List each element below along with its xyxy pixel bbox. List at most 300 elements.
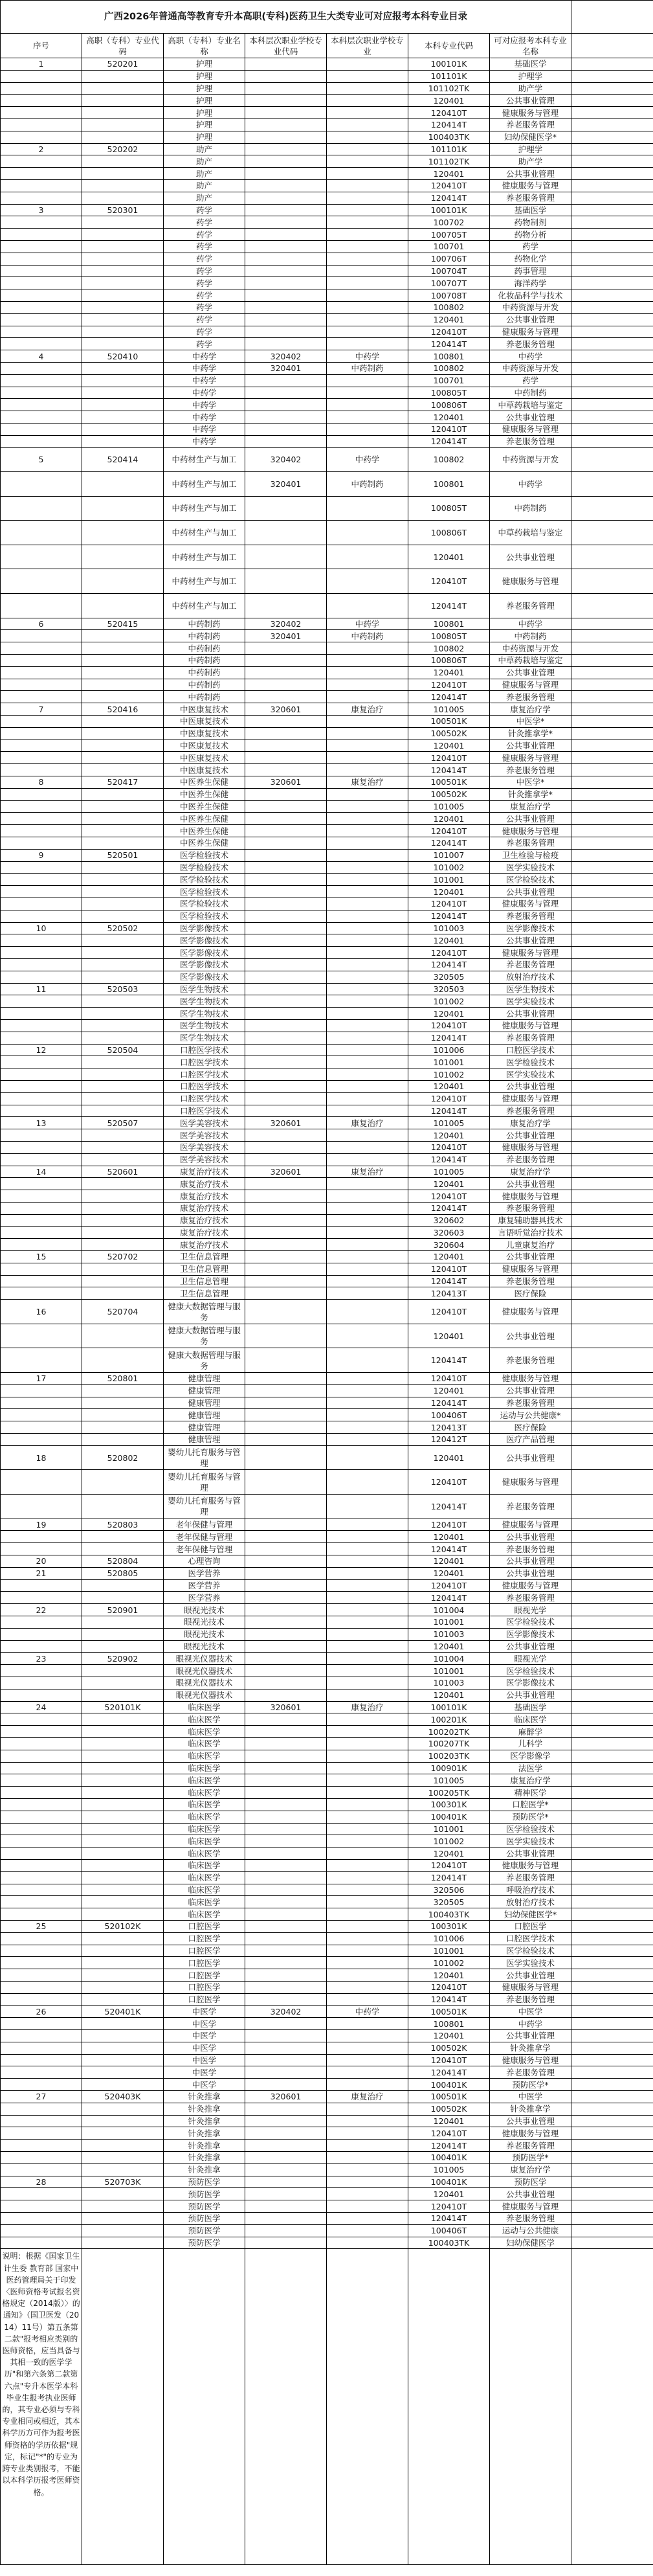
vocational-bachelor-code-cell [245, 1981, 327, 1993]
table-row [1, 1032, 653, 1044]
seq-cell [1, 496, 82, 521]
vocational-bachelor-name-cell [327, 1604, 408, 1616]
vocational-bachelor-code-cell [245, 2042, 327, 2054]
seq-cell [1, 861, 82, 874]
vocational-name-cell: 医学生物技术 [164, 983, 245, 995]
vocational-bachelor-name-cell [327, 886, 408, 898]
seq-cell [1, 240, 82, 253]
seq-cell [1, 874, 82, 886]
empty-cell [571, 2079, 653, 2091]
vocational-code-cell [82, 1762, 164, 1774]
table-row [1, 2030, 653, 2042]
vocational-name-cell: 中药材生产与加工 [164, 447, 245, 472]
vocational-bachelor-code-cell [245, 545, 327, 569]
bachelor-code-cell: 100805T [408, 496, 490, 521]
table-row [1, 326, 653, 338]
vocational-code-cell [82, 1105, 164, 1117]
vocational-code-cell [82, 2115, 164, 2127]
table-row [1, 2005, 653, 2018]
vocational-bachelor-name-cell [327, 1178, 408, 1190]
vocational-name-cell: 健康大数据管理与服务 [164, 1300, 245, 1324]
bachelor-code-cell: 120410T [408, 2127, 490, 2140]
table-row [1, 1640, 653, 1653]
bachelor-code-cell: 101002 [408, 1068, 490, 1081]
vocational-name-cell: 口腔医学技术 [164, 1105, 245, 1117]
empty-cell [571, 995, 653, 1008]
vocational-name-cell: 临床医学 [164, 1737, 245, 1750]
bachelor-code-cell: 120414T [408, 1397, 490, 1409]
table-row [1, 1324, 653, 1348]
vocational-bachelor-code-cell [245, 1579, 327, 1592]
table-row [1, 2091, 653, 2103]
vocational-bachelor-name-cell [327, 1957, 408, 1969]
vocational-bachelor-code-cell [245, 727, 327, 740]
vocational-code-cell [82, 1628, 164, 1640]
empty-cell [571, 1896, 653, 1908]
note-text: 说明：根据《国家卫生计生委 教育部 国家中医药管理局关于印发 〈医师资格考试报名资格规定（2014版）〉的通知》（国卫医发（2014）11号）第五条第二款"报考相应类别的医师资格，应当具备与其相一致的医学学历"和第六条第二款第六点"专升本医学本科毕业生报考执业医师的，其专业必须与专科专业相同或相近，其本科学历方可作为报考医师资格的学历依据"规定，标记"*"的专业为跨专业类别报考，不能以本科学历报考医师资格。 [1, 2249, 82, 2565]
seq-cell [1, 1689, 82, 1701]
vocational-name-cell: 医学营养 [164, 1592, 245, 1604]
empty-cell [571, 971, 653, 983]
bachelor-name-cell: 公共事业管理 [490, 1567, 571, 1579]
bachelor-code-cell: 120414T [408, 958, 490, 971]
vocational-bachelor-code-cell [245, 1019, 327, 1032]
vocational-bachelor-name-cell [327, 1384, 408, 1397]
vocational-name-cell: 医学美容技术 [164, 1141, 245, 1153]
bachelor-code-cell: 120401 [408, 1567, 490, 1579]
vocational-code-cell [82, 1896, 164, 1908]
seq-cell [1, 740, 82, 752]
vocational-bachelor-code-cell [245, 1397, 327, 1409]
seq-cell [1, 1787, 82, 1799]
vocational-name-cell: 口腔医学 [164, 1932, 245, 1945]
bachelor-code-cell: 120413T [408, 1421, 490, 1434]
vocational-bachelor-code-cell [245, 1726, 327, 1738]
seq-cell [1, 1993, 82, 2005]
table-row [1, 947, 653, 959]
vocational-bachelor-name-cell [327, 1859, 408, 1871]
vocational-bachelor-code-cell [245, 861, 327, 874]
bachelor-name-cell: 健康服务与管理 [490, 1470, 571, 1495]
vocational-code-cell [82, 788, 164, 800]
vocational-code-cell [82, 1726, 164, 1738]
bachelor-name-cell: 养老服务管理 [490, 119, 571, 131]
table-row [1, 1835, 653, 1847]
vocational-code-cell [82, 642, 164, 655]
vocational-code-cell [82, 289, 164, 302]
empty-cell [571, 1202, 653, 1214]
vocational-bachelor-code-cell [245, 1434, 327, 1446]
table-row [1, 545, 653, 569]
bachelor-name-cell: 健康服务与管理 [490, 1981, 571, 1993]
vocational-code-cell: 520201 [82, 58, 164, 71]
seq-cell [1, 1032, 82, 1044]
table-row [1, 995, 653, 1008]
vocational-bachelor-code-cell [245, 1592, 327, 1604]
vocational-bachelor-name-cell: 中药制药 [327, 362, 408, 374]
vocational-bachelor-code-cell [245, 874, 327, 886]
vocational-code-cell: 520502 [82, 922, 164, 934]
bachelor-code-cell: 120414T [408, 1543, 490, 1555]
bachelor-code-cell: 120401 [408, 1251, 490, 1263]
vocational-bachelor-code-cell [245, 898, 327, 910]
vocational-code-cell [82, 898, 164, 910]
table-row [1, 1202, 653, 1214]
vocational-name-cell: 心理咨询 [164, 1555, 245, 1568]
seq-cell [1, 1348, 82, 1373]
bachelor-code-cell: 120410T [408, 2054, 490, 2066]
bachelor-name-cell: 麻醉学 [490, 1726, 571, 1738]
vocational-bachelor-name-cell [327, 496, 408, 521]
vocational-bachelor-code-cell [245, 655, 327, 667]
vocational-bachelor-name-cell [327, 1019, 408, 1032]
vocational-name-cell: 中医养生保健 [164, 813, 245, 825]
vocational-bachelor-name-cell [327, 1628, 408, 1640]
vocational-bachelor-name-cell [327, 95, 408, 107]
vocational-code-cell [82, 472, 164, 497]
bachelor-name-cell: 中医学* [490, 716, 571, 728]
vocational-name-cell: 药学 [164, 313, 245, 326]
vocational-code-cell [82, 1689, 164, 1701]
vocational-bachelor-name-cell: 中药学 [327, 350, 408, 363]
vocational-name-cell: 眼视光仪器技术 [164, 1689, 245, 1701]
table-row [1, 1689, 653, 1701]
table-row [1, 253, 653, 265]
bachelor-code-cell: 100101K [408, 204, 490, 216]
vocational-name-cell: 口腔医学技术 [164, 1068, 245, 1081]
vocational-name-cell: 健康大数据管理与服务 [164, 1348, 245, 1373]
vocational-name-cell: 眼视光仪器技术 [164, 1665, 245, 1677]
bachelor-code-cell: 320505 [408, 971, 490, 983]
table-row [1, 192, 653, 204]
empty-cell [571, 277, 653, 289]
bachelor-name-cell: 公共事业管理 [490, 2115, 571, 2127]
vocational-name-cell: 护理 [164, 131, 245, 143]
vocational-bachelor-name-cell [327, 1653, 408, 1665]
bachelor-code-cell: 120414T [408, 1592, 490, 1604]
vocational-bachelor-name-cell [327, 119, 408, 131]
table-row [1, 1019, 653, 1032]
empty-cell [571, 1884, 653, 1896]
vocational-bachelor-name-cell [327, 1214, 408, 1226]
bachelor-code-cell: 100401K [408, 2176, 490, 2188]
vocational-bachelor-code-cell [245, 1787, 327, 1799]
empty-cell [571, 1166, 653, 1178]
empty-cell [571, 642, 653, 655]
vocational-code-cell [82, 1787, 164, 1799]
vocational-bachelor-code-cell [245, 1421, 327, 1434]
vocational-bachelor-name-cell [327, 1495, 408, 1519]
seq-cell [1, 752, 82, 764]
empty-cell [571, 2127, 653, 2140]
seq-cell: 17 [1, 1373, 82, 1385]
vocational-code-cell: 520804 [82, 1555, 164, 1568]
vocational-code-cell [82, 2140, 164, 2152]
empty-cell [571, 70, 653, 82]
vocational-bachelor-code-cell [245, 1178, 327, 1190]
bachelor-name-cell: 医学检验技术 [490, 1665, 571, 1677]
bachelor-name-cell: 养老服务管理 [490, 435, 571, 447]
empty-cell [571, 1774, 653, 1787]
vocational-code-cell [82, 2103, 164, 2115]
table-row [1, 1348, 653, 1373]
bachelor-name-cell: 药学 [490, 240, 571, 253]
vocational-bachelor-name-cell [327, 143, 408, 155]
seq-cell [1, 995, 82, 1008]
bachelor-name-cell: 基础医学 [490, 1701, 571, 1713]
empty-cell [571, 1324, 653, 1348]
empty-cell [571, 837, 653, 850]
bachelor-code-cell: 120410T [408, 179, 490, 192]
vocational-bachelor-name-cell [327, 229, 408, 241]
bachelor-name-cell: 养老服务管理 [490, 1032, 571, 1044]
bachelor-code-cell: 100203TK [408, 1750, 490, 1762]
vocational-code-cell [82, 934, 164, 947]
vocational-name-cell: 医学检验技术 [164, 898, 245, 910]
seq-cell [1, 837, 82, 850]
bachelor-code-cell: 100403TK [408, 2237, 490, 2249]
bachelor-name-cell: 妇幼保健医学* [490, 131, 571, 143]
vocational-bachelor-name-cell [327, 1908, 408, 1921]
vocational-bachelor-code-cell [245, 1653, 327, 1665]
vocational-code-cell [82, 1579, 164, 1592]
bachelor-name-cell: 公共事业管理 [490, 1008, 571, 1020]
empty-cell [571, 2213, 653, 2225]
empty-cell [571, 350, 653, 363]
bachelor-name-cell: 公共事业管理 [490, 168, 571, 180]
bachelor-name-cell: 公共事业管理 [490, 886, 571, 898]
bachelor-code-cell: 100705T [408, 229, 490, 241]
seq-cell [1, 569, 82, 594]
seq-cell [1, 119, 82, 131]
vocational-bachelor-name-cell: 中药制药 [327, 630, 408, 642]
bachelor-code-cell: 120414T [408, 1153, 490, 1166]
table-row [1, 1384, 653, 1397]
empty-cell [571, 204, 653, 216]
empty-cell [571, 1421, 653, 1434]
seq-cell [1, 679, 82, 691]
bachelor-code-cell: 100101K [408, 58, 490, 71]
vocational-bachelor-name-cell: 中药学 [327, 447, 408, 472]
table-row [1, 1628, 653, 1640]
vocational-code-cell [82, 2213, 164, 2225]
table-row [1, 1068, 653, 1081]
empty-cell [571, 1226, 653, 1239]
table-row [1, 679, 653, 691]
vocational-bachelor-name-cell [327, 958, 408, 971]
seq-cell [1, 1665, 82, 1677]
seq-cell [1, 1677, 82, 1689]
bachelor-name-cell: 妇幼保健医学* [490, 1908, 571, 1921]
empty-cell [571, 2140, 653, 2152]
vocational-bachelor-code-cell [245, 1105, 327, 1117]
empty-cell [571, 1531, 653, 1543]
seq-cell [1, 2140, 82, 2152]
vocational-bachelor-name-cell [327, 947, 408, 959]
bachelor-name-cell: 养老服务管理 [490, 1202, 571, 1214]
vocational-code-cell: 520704 [82, 1300, 164, 1324]
vocational-name-cell: 医学营养 [164, 1567, 245, 1579]
vocational-bachelor-code-cell [245, 131, 327, 143]
vocational-name-cell: 中医学 [164, 2079, 245, 2091]
table-row [1, 2140, 653, 2152]
vocational-bachelor-code-cell [245, 2115, 327, 2127]
empty-cell [571, 1543, 653, 1555]
empty-cell [571, 119, 653, 131]
seq-cell [1, 1811, 82, 1823]
table-row [1, 2103, 653, 2115]
title-row [1, 1, 653, 34]
seq-cell [1, 655, 82, 667]
vocational-name-cell: 针灸推拿 [164, 2091, 245, 2103]
bachelor-name-cell: 健康服务与管理 [490, 326, 571, 338]
bachelor-name-cell: 康复治疗学 [490, 1117, 571, 1129]
vocational-name-cell: 临床医学 [164, 1762, 245, 1774]
bachelor-code-cell: 120414T [408, 1275, 490, 1287]
bachelor-code-cell: 120414T [408, 2066, 490, 2079]
vocational-bachelor-code-cell: 320601 [245, 703, 327, 716]
seq-cell: 28 [1, 2176, 82, 2188]
seq-cell [1, 229, 82, 241]
table-row [1, 1726, 653, 1738]
vocational-bachelor-code-cell [245, 1835, 327, 1847]
vocational-code-cell [82, 423, 164, 435]
table-row [1, 2152, 653, 2164]
vocational-name-cell: 中医康复技术 [164, 752, 245, 764]
vocational-bachelor-name-cell [327, 423, 408, 435]
bachelor-code-cell: 120401 [408, 2030, 490, 2042]
empty-cell [571, 289, 653, 302]
vocational-code-cell [82, 1214, 164, 1226]
seq-cell: 7 [1, 703, 82, 716]
empty-cell [571, 800, 653, 813]
vocational-code-cell [82, 2054, 164, 2066]
bachelor-name-cell: 公共事业管理 [490, 813, 571, 825]
vocational-code-cell: 520805 [82, 1567, 164, 1579]
vocational-bachelor-code-cell [245, 1957, 327, 1969]
seq-cell: 23 [1, 1653, 82, 1665]
bachelor-name-cell: 医学检验技术 [490, 1945, 571, 1957]
bachelor-code-cell: 101002 [408, 1957, 490, 1969]
vocational-name-cell: 医学美容技术 [164, 1129, 245, 1142]
bachelor-name-cell: 中药制药 [490, 630, 571, 642]
seq-cell [1, 800, 82, 813]
bachelor-code-cell: 100707T [408, 277, 490, 289]
vocational-bachelor-code-cell: 320601 [245, 1117, 327, 1129]
vocational-name-cell: 眼视光仪器技术 [164, 1653, 245, 1665]
bachelor-code-cell: 120412T [408, 1434, 490, 1446]
vocational-name-cell: 药学 [164, 265, 245, 277]
empty-cell [571, 423, 653, 435]
bachelor-name-cell: 针灸推拿学* [490, 727, 571, 740]
vocational-name-cell: 医学检验技术 [164, 874, 245, 886]
vocational-code-cell [82, 387, 164, 399]
bachelor-name-cell: 养老服务管理 [490, 338, 571, 350]
bachelor-code-cell: 100801 [408, 472, 490, 497]
table-row [1, 1896, 653, 1908]
vocational-bachelor-name-cell [327, 788, 408, 800]
empty-cell [327, 2249, 408, 2565]
bachelor-code-cell: 101006 [408, 1044, 490, 1056]
vocational-bachelor-code-cell [245, 253, 327, 265]
vocational-name-cell: 健康管理 [164, 1421, 245, 1434]
vocational-bachelor-code-cell [245, 2152, 327, 2164]
table-row [1, 1287, 653, 1300]
bachelor-name-cell: 中药学 [490, 2018, 571, 2030]
vocational-bachelor-code-cell [245, 2079, 327, 2091]
bachelor-code-cell: 120401 [408, 934, 490, 947]
vocational-name-cell: 婴幼儿托育服务与管理 [164, 1470, 245, 1495]
vocational-bachelor-name-cell [327, 1190, 408, 1203]
vocational-bachelor-name-cell: 康复治疗 [327, 2091, 408, 2103]
vocational-bachelor-code-cell [245, 1774, 327, 1787]
header-vocational-name: 高职（专科）专业名称 [164, 34, 245, 58]
table-row [1, 1445, 653, 1470]
vocational-bachelor-name-cell [327, 1202, 408, 1214]
vocational-name-cell: 医学营养 [164, 1579, 245, 1592]
table-row [1, 1300, 653, 1324]
vocational-bachelor-code-cell [245, 1920, 327, 1932]
vocational-name-cell: 中药制药 [164, 691, 245, 703]
vocational-name-cell: 中药制药 [164, 655, 245, 667]
table-row [1, 1981, 653, 1993]
vocational-code-cell [82, 131, 164, 143]
seq-cell: 16 [1, 1300, 82, 1324]
bachelor-code-cell: 120410T [408, 1141, 490, 1153]
bachelor-name-cell: 养老服务管理 [490, 1105, 571, 1117]
vocational-bachelor-name-cell [327, 1920, 408, 1932]
vocational-name-cell: 预防医学 [164, 2200, 245, 2213]
vocational-bachelor-name-cell [327, 2237, 408, 2249]
seq-cell [1, 1275, 82, 1287]
vocational-bachelor-name-cell: 康复治疗 [327, 1117, 408, 1129]
bachelor-name-cell: 养老服务管理 [490, 1495, 571, 1519]
bachelor-name-cell: 公共事业管理 [490, 1969, 571, 1982]
bachelor-code-cell: 100704T [408, 265, 490, 277]
vocational-name-cell: 药学 [164, 240, 245, 253]
bachelor-name-cell: 健康服务与管理 [490, 1263, 571, 1275]
bachelor-name-cell: 健康服务与管理 [490, 107, 571, 119]
vocational-bachelor-name-cell [327, 813, 408, 825]
table-row [1, 1762, 653, 1774]
vocational-bachelor-name-cell [327, 2188, 408, 2200]
vocational-bachelor-name-cell [327, 1287, 408, 1300]
bachelor-name-cell: 药物制剂 [490, 216, 571, 229]
vocational-bachelor-name-cell [327, 338, 408, 350]
bachelor-name-cell: 养老服务管理 [490, 1275, 571, 1287]
vocational-code-cell [82, 119, 164, 131]
vocational-bachelor-name-cell [327, 1677, 408, 1689]
empty-cell [571, 374, 653, 387]
vocational-code-cell [82, 1737, 164, 1750]
vocational-bachelor-code-cell [245, 240, 327, 253]
bachelor-name-cell: 公共事业管理 [490, 1384, 571, 1397]
bachelor-name-cell: 口腔医学* [490, 1798, 571, 1811]
table-row [1, 1531, 653, 1543]
bachelor-code-cell: 120410T [408, 1092, 490, 1105]
empty-cell [571, 2188, 653, 2200]
bachelor-code-cell: 120401 [408, 813, 490, 825]
vocational-bachelor-name-cell [327, 1567, 408, 1579]
vocational-code-cell [82, 2066, 164, 2079]
seq-cell [1, 788, 82, 800]
vocational-bachelor-name-cell [327, 1981, 408, 1993]
empty-cell [571, 1178, 653, 1190]
vocational-bachelor-code-cell [245, 168, 327, 180]
vocational-name-cell: 医学影像技术 [164, 971, 245, 983]
table-row [1, 1495, 653, 1519]
vocational-bachelor-code-cell [245, 313, 327, 326]
